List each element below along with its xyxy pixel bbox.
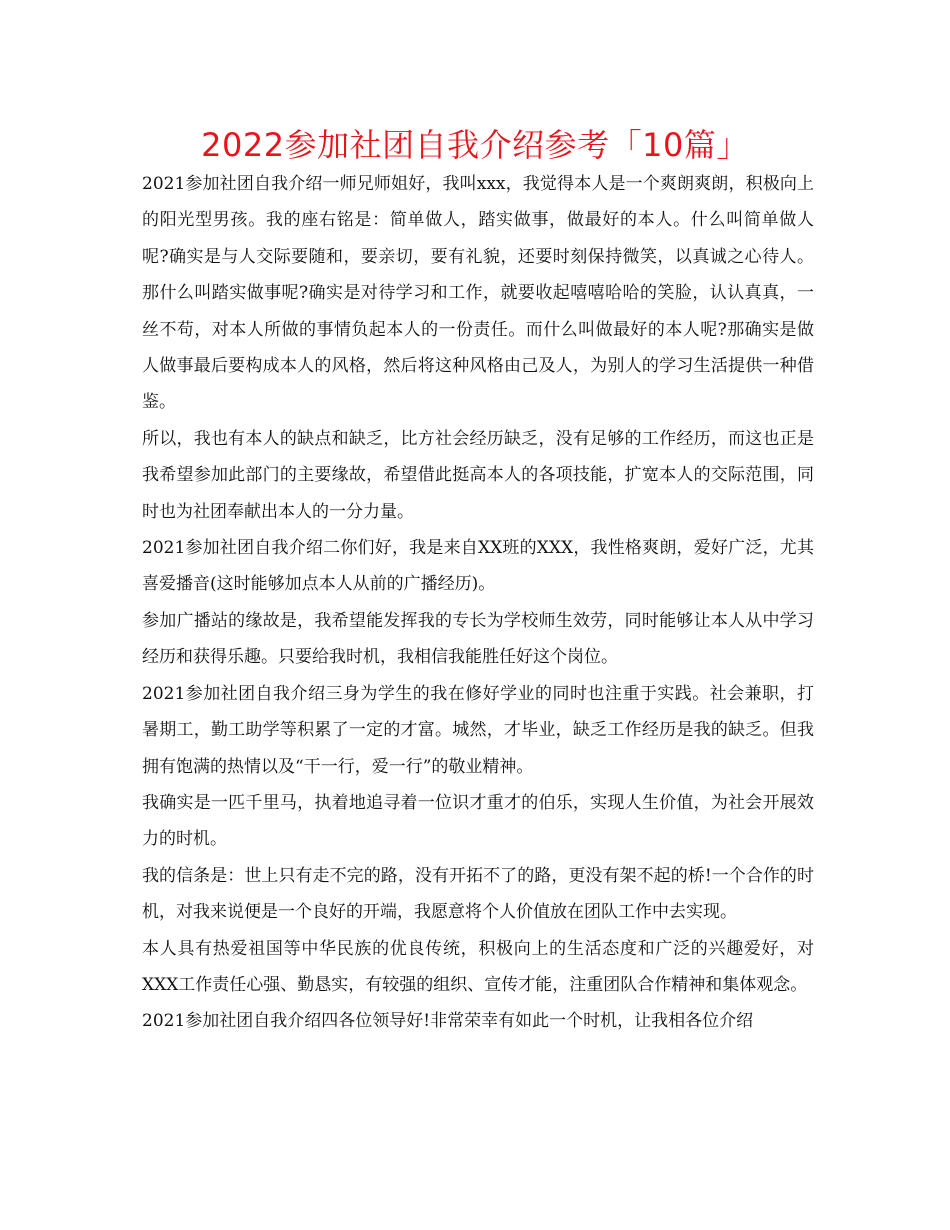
paragraph: 2021参加社团自我介绍四各位领导好!非常荣幸有如此一个时机，让我相各位介绍 [142, 1011, 754, 1032]
paragraph: 所以，我也有本人的缺点和缺乏，比方社会经历缺乏，没有足够的工作经历，而这也正是我希望参加此部门的主要缘故，希望借此挺高本人的各项技能，扩宽本人的交际范围，同时也为社团奉献出本人的一分力量。 [142, 428, 814, 522]
paragraph: 参加广播站的缘故是，我希望能发挥我的专长为学校师生效劳，同时能够让本人从中学习经历和获得乐趣。只要给我时机，我相信我能胜任好这个岗位。 [142, 610, 814, 668]
paragraph: 我的信条是：世上只有走不完的路，没有开拓不了的路，更没有架不起的桥!一个合作的时机，对我来说便是一个良好的开端，我愿意将个人价值放在团队工作中去实现。 [142, 865, 814, 923]
document-body [142, 166, 814, 1040]
paragraph: 2021参加社团自我介绍三身为学生的我在修好学业的同时也注重于实践。社会兼职，打暑期工，勤工助学等积累了一定的才富。城然，才毕业，缺乏工作经历是我的缺乏。但我拥有饱满的热情以及“干一行，爱一行”的敬业精神。 [142, 683, 814, 777]
paragraph: 2021参加社团自我介绍二你们好，我是来自XX班的XXX，我性格爽朗，爱好广泛，尤其喜爱播音(这时能够加点本人从前的广播经历)。 [142, 538, 814, 595]
paragraph: 本人具有热爱祖国等中华民族的优良传统，积极向上的生活态度和广泛的兴趣爱好，对XXX工作责任心强、勤恳实，有较强的组织、宣传才能，注重团队合作精神和集体观念。 [142, 938, 814, 995]
paragraph: 2021参加社团自我介绍一师兄师姐好，我叫xxx，我觉得本人是一个爽朗爽朗，积极向上的阳光型男孩。我的座右铭是：简单做人，踏实做事，做最好的本人。什么叫简单做人呢?确实是与人交际要随和，要亲切，要有礼貌，还要时刻保持微笑，以真诚之心待人。那什么叫踏实做事呢?确实是对待学习和工作，就要收起嘻嘻哈哈的笑脸，认认真真，一丝不苟，对本人所做的事情负起本人的一份责任。而什么叫做最好的本人呢?那确实是做人做事最后要构成本人的风格，然后将这种风格由己及人，为别人的学习生活提供一种借鉴。 [142, 174, 814, 413]
document-title: 2022参加社团自我介绍参考「10篇」 [201, 126, 749, 164]
paragraph: 我确实是一匹千里马，执着地追寻着一位识才重才的伯乐，实现人生价值，为社会开展效力的时机。 [142, 792, 814, 850]
